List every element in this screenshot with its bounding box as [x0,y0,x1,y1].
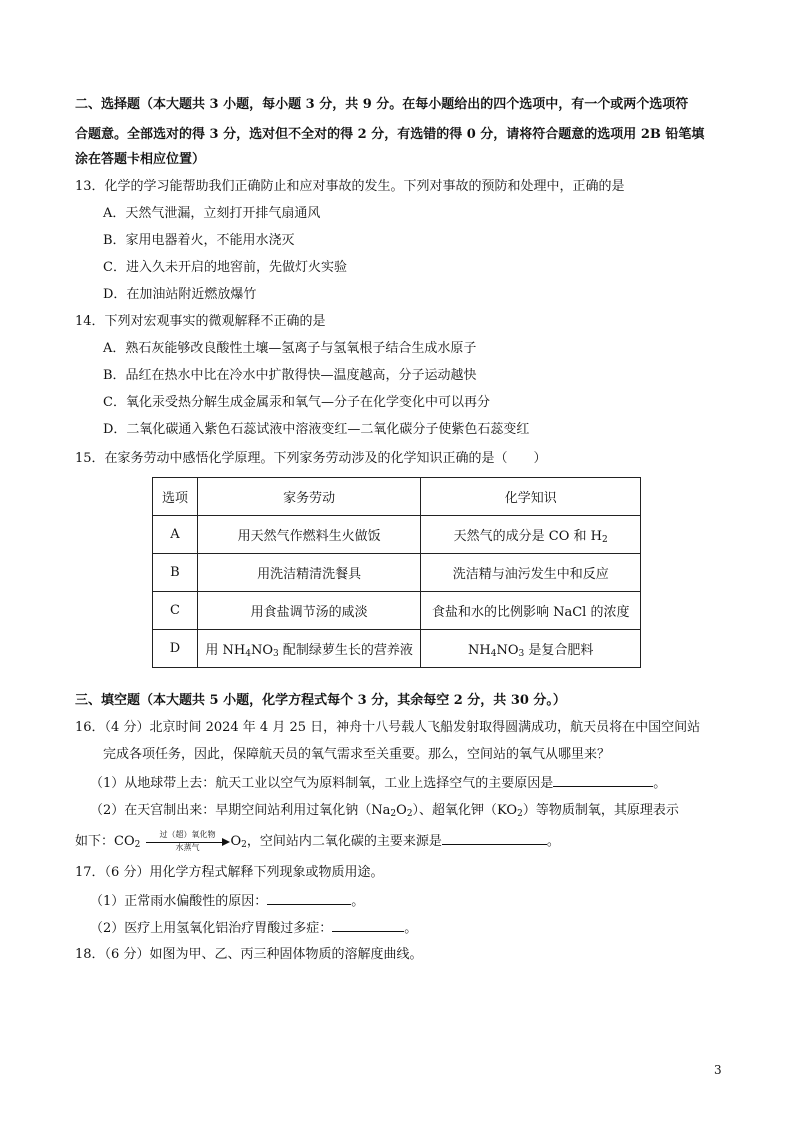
table-row [153,554,641,592]
table-row [153,592,641,630]
q14-option-d: D．二氧化碳通入紫色石蕊试液中溶液变红—二氧化碳分子使紫色石蕊变红 [103,422,530,437]
q17-stem: 17．（6 分）用化学方程式解释下列现象或物质用途。 [75,865,384,880]
reaction-arrow: 过（超）氧化物 水蒸气 [144,833,230,851]
row-option: B [153,554,198,592]
q15-table [152,477,641,668]
row-housework: 用洗洁精清洗餐具 [197,554,421,592]
q14-option-b: B．品红在热水中比在冷水中扩散得快—温度越高，分子运动越快 [103,368,477,383]
table-row [153,630,641,668]
row-knowledge: 食盐和水的比例影响 NaCl 的浓度 [421,592,641,630]
q17-part1: （1）正常雨水偏酸性的原因： 。 [90,894,365,909]
row-knowledge: 天然气的成分是 CO 和 $H_2$ [421,516,641,554]
q13-option-a: A．天然气泄漏，立刻打开排气扇通风 [103,206,321,221]
row-option: D [153,630,198,668]
q13-option-b: B．家用电器着火，不能用水浇灭 [103,233,295,248]
q13-stem: 13．化学的学习能帮助我们正确防止和应对事故的发生。下列对事故的预防和处理中，正确的是 [75,179,625,194]
section2-header-line2: 合题意。全部选对的得 3 分，选对但不全对的得 2 分，有选错的得 0 分，请将符合题意的选项用 2B 铅笔填 [75,127,705,142]
header-housework: 家务劳动 [197,478,421,516]
section3-header: 三、填空题（本大题共 5 小题，化学方程式每个 3 分，其余每空 2 分，共 30 分。） [75,693,566,708]
answer-blank[interactable] [267,892,351,905]
q13-option-c: C．进入久未开启的地窖前，先做灯火实验 [103,260,347,275]
q15-stem: 15．在家务劳动中感悟化学原理。下列家务劳动涉及的化学知识正确的是（ ） [75,451,547,466]
answer-blank[interactable] [442,832,547,845]
q14-stem: 14．下列对宏观事实的微观解释不正确的是 [75,314,326,329]
header-knowledge: 化学知识 [421,478,641,516]
q16-stem-line1: 16．（4 分）北京时间 2024 年 4 月 25 日，神舟十八号载人飞船发射取得圆满成功，航天员将在中国空间站 [75,720,701,735]
table-header-row [153,478,641,516]
row-housework: 用天然气作燃料生火做饭 [197,516,421,554]
header-option: 选项 [153,478,198,516]
row-housework: 用食盐调节汤的咸淡 [197,592,421,630]
page-number: 3 [714,1063,722,1077]
q14-option-a: A．熟石灰能够改良酸性土壤—氢离子与氢氧根子结合生成水原子 [103,341,477,356]
q16-part2: （2）在天宫制出来：早期空间站利用过氧化钠$(Na_2O_2)$、超氧化钾$(KO_2)$等物质制氧，其原理表示 [90,803,679,819]
section2-header-line1: 二、选择题（本大题共 3 小题，每小题 3 分，共 9 分。在每小题给出的四个选项中，有一个或两个选项符 [75,97,689,112]
q16-stem-line2: 完成各项任务，因此，保障航天员的氧气需求至关重要。那么，空间站的氧气从哪里来？ [103,747,611,762]
q16-part1: （1）从地球带上去：航天工业以空气为原料制氧，工业上选择空气的主要原因是 。 [90,776,667,791]
answer-blank[interactable] [332,919,404,932]
row-option: C [153,592,198,630]
row-knowledge: $NH_4NO_3$ 是复合肥料 [421,630,641,668]
q18-stem: 18．（6 分）如图为甲、乙、丙三种固体物质的溶解度曲线。 [75,947,423,962]
q17-part2: （2）医疗上用氢氧化铝治疗胃酸过多症： 。 [90,921,418,936]
q16-part2-equation: 如下：$CO_2$ 过（超）氧化物 水蒸气 $O_2$，空间站内二氧化碳的主要来源是 。 [75,829,560,852]
answer-blank[interactable] [553,774,653,787]
section2-header-line3: 涂在答题卡相应位置） [75,152,206,167]
row-knowledge: 洗洁精与油污发生中和反应 [421,554,641,592]
q13-option-d: D．在加油站附近燃放爆竹 [103,287,257,302]
row-housework: 用 $NH_4NO_3$ 配制绿萝生长的营养液 [197,630,421,668]
row-option: A [153,516,198,554]
q14-option-c: C．氧化汞受热分解生成金属汞和氧气—分子在化学变化中可以再分 [103,395,490,410]
table-row [153,516,641,554]
